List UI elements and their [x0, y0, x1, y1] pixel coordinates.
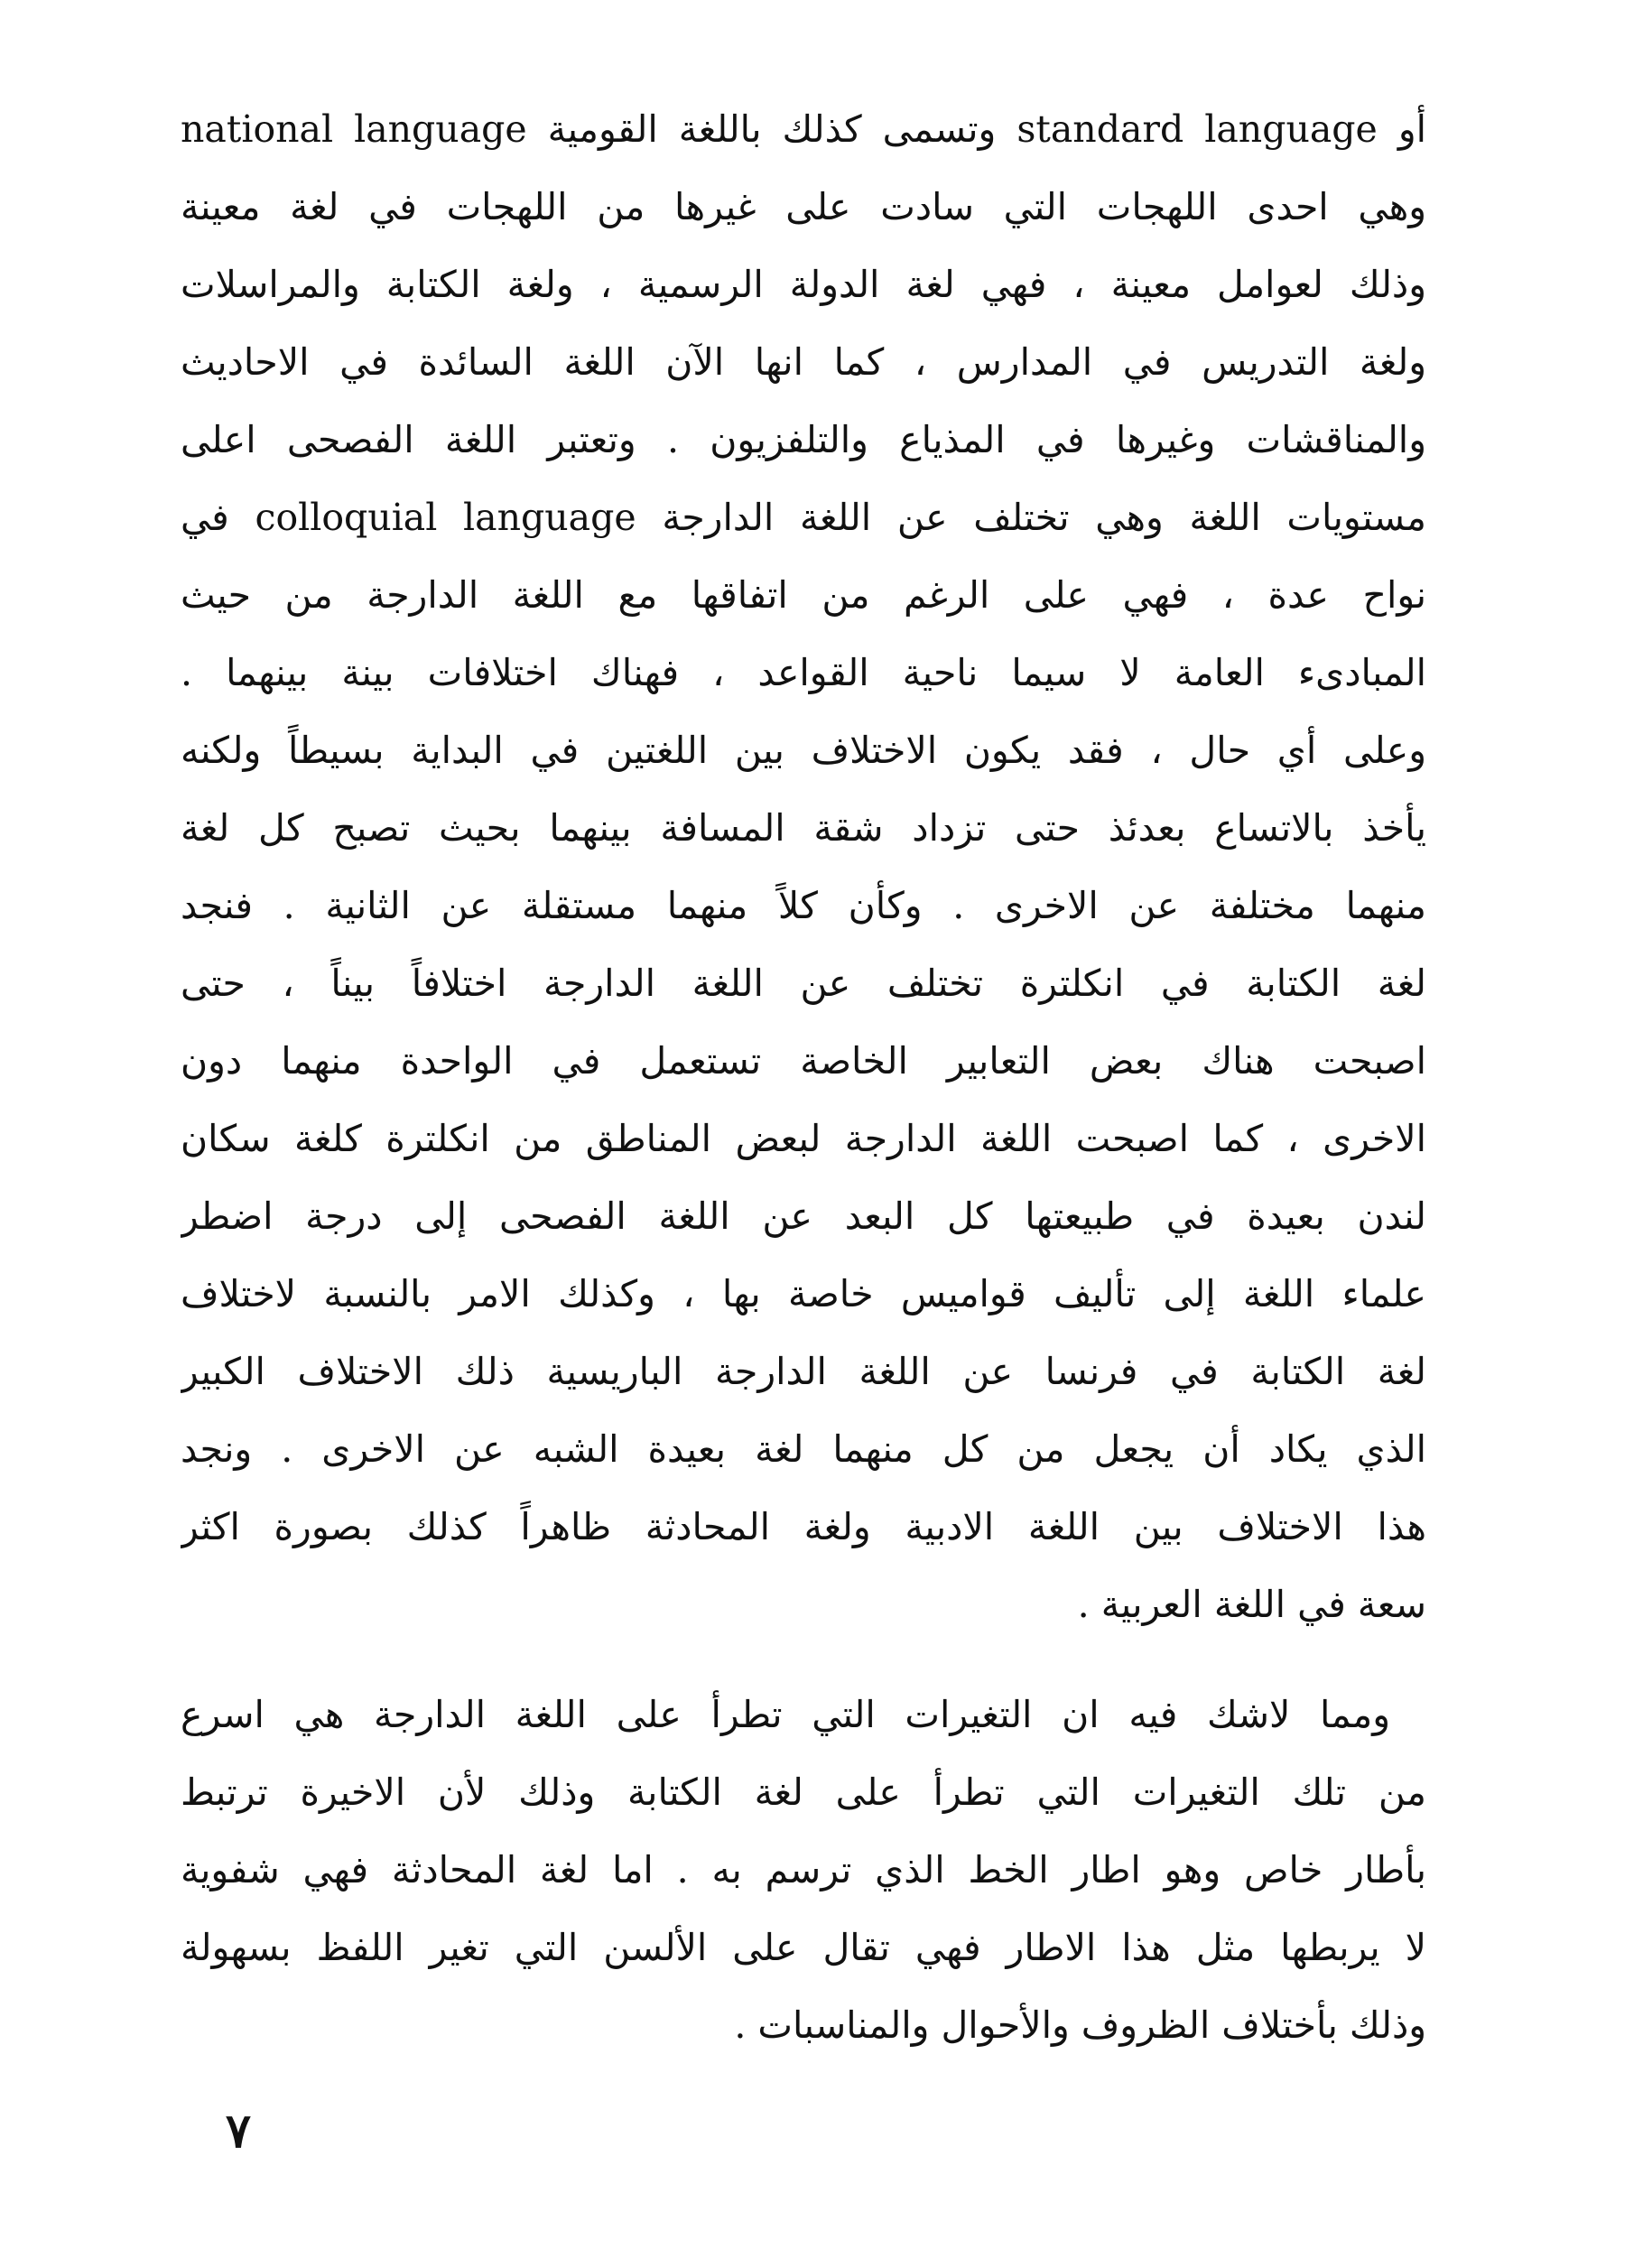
- text-line: من تلك التغيرات التي تطرأ على لغة الكتابة وذلك لأن الاخيرة ترتبط: [181, 1771, 1426, 1814]
- text-line: الذي يكاد أن يجعل من كل منهما لغة بعيدة الشبه عن الاخرى . ونجد: [181, 1427, 1426, 1471]
- text-line: علماء اللغة إلى تأليف قواميس خاصة بها ، وكذلك الامر بالنسبة لاختلاف: [181, 1272, 1426, 1315]
- text-line: وذلك بأختلاف الظروف والأحوال والمناسبات .: [734, 2003, 1426, 2047]
- text-line: هذا الاختلاف بين اللغة الادبية ولغة المحادثة ظاهراً كذلك بصورة اكثر: [181, 1505, 1426, 1548]
- text-line: سعة في اللغة العربية .: [1077, 1583, 1426, 1626]
- text-line: لندن بعيدة في طبيعتها كل البعد عن اللغة الفصحى إلى درجة اضطر: [181, 1194, 1426, 1238]
- text-line: يأخذ بالاتساع بعدئذ حتى تزداد شقة المسافة بينهما بحيث تصبح كل لغة: [181, 806, 1426, 850]
- text-line: مستويات اللغة وهي تختلف عن اللغة الدارجة colloquial language في: [181, 496, 1426, 539]
- text-line: وذلك لعوامل معينة ، فهي لغة الدولة الرسمية ، ولغة الكتابة والمراسلات: [181, 263, 1426, 306]
- text-line: الاخرى ، كما اصبحت اللغة الدارجة لبعض المناطق من انكلترة كلغة سكان: [181, 1117, 1426, 1160]
- text-line: ومما لاشك فيه ان التغيرات التي تطرأ على اللغة الدارجة هي اسرع: [181, 1693, 1390, 1736]
- text-line: لغة الكتابة في فرنسا عن اللغة الدارجة الباريسية ذلك الاختلاف الكبير: [181, 1350, 1426, 1393]
- text-line: وعلى أي حال ، فقد يكون الاختلاف بين اللغتين في البداية بسيطاً ولكنه: [181, 729, 1426, 772]
- text-line: أو standard language وتسمى كذلك باللغة القومية national language: [181, 107, 1426, 151]
- text-line: المبادىء العامة لا سيما ناحية القواعد ، فهناك اختلافات بينة بينهما .: [181, 651, 1426, 694]
- text-line: ولغة التدريس في المدارس ، كما انها الآن اللغة السائدة في الاحاديث: [181, 340, 1426, 384]
- text-line: اصبحت هناك بعض التعابير الخاصة تستعمل في الواحدة منهما دون: [181, 1039, 1426, 1083]
- text-line: والمناقشات وغيرها في المذياع والتلفزيون . وتعتبر اللغة الفصحى اعلى: [181, 418, 1426, 461]
- text-line: نواح عدة ، فهي على الرغم من اتفاقها مع اللغة الدارجة من حيث: [181, 573, 1426, 617]
- text-line: منهما مختلفة عن الاخرى . وكأن كلاً منهما مستقلة عن الثانية . فنجد: [181, 884, 1426, 927]
- text-line: لا يربطها مثل هذا الاطار فهي تقال على الألسن التي تغير اللفظ بسهولة: [181, 1926, 1426, 1969]
- text-line: لغة الكتابة في انكلترة تختلف عن اللغة الدارجة اختلافاً بيناً ، حتى: [181, 962, 1426, 1005]
- text-line: بأطار خاص وهو اطار الخط الذي ترسم به . اما لغة المحادثة فهي شفوية: [181, 1848, 1426, 1892]
- text-line: وهي احدى اللهجات التي سادت على غيرها من اللهجات في لغة معينة: [181, 185, 1426, 228]
- page-number: ٧: [226, 2104, 251, 2159]
